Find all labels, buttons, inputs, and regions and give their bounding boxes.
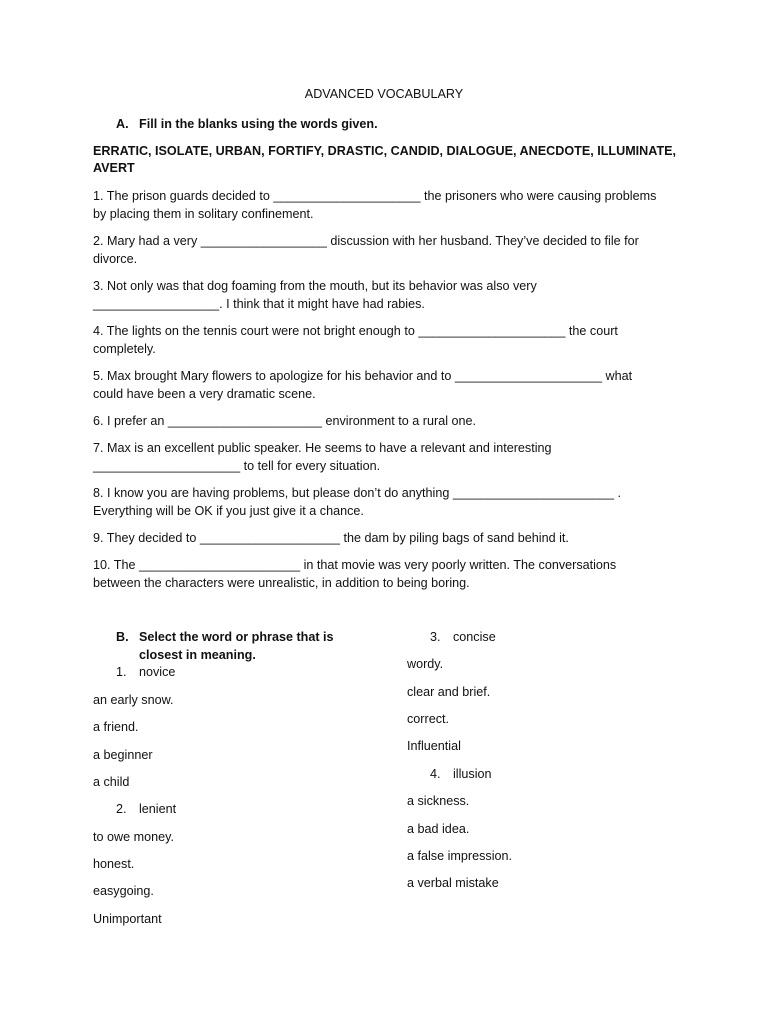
question-5 [93, 367, 683, 403]
item-2-option-3: easygoing. [93, 884, 154, 898]
item-3-option-1: wordy. [407, 657, 444, 671]
section-a-heading: Fill in the blanks using the words given. [139, 117, 378, 131]
question-6-line-1: 6. I prefer an ______________________ environment to a rural one. [93, 414, 477, 428]
question-6 [93, 412, 683, 430]
section-b-letter: B. [116, 630, 129, 644]
item-4-option-3: a false impression. [407, 849, 512, 863]
word-bank-line-1: ERRATIC, ISOLATE, URBAN, FORTIFY, DRASTIC, CANDID, DIALOGUE, ANECDOTE, ILLUMINATE, [93, 144, 677, 158]
question-10-line-1: 10. The _______________________ in that movie was very poorly written. The conversations [93, 558, 617, 572]
word-bank-line-2: AVERT [93, 161, 135, 175]
item-2-option-2: honest. [93, 857, 135, 871]
item-3-option-3: correct. [407, 712, 449, 726]
question-1-line-2: by placing them in solitary confinement. [93, 207, 314, 221]
item-4-word: illusion [453, 767, 492, 781]
question-5-line-2: could have been a very dramatic scene. [93, 387, 316, 401]
question-9 [93, 529, 683, 547]
question-8 [93, 484, 683, 520]
item-3-option-4: Influential [407, 739, 461, 753]
item-1-option-2: a friend. [93, 720, 139, 734]
question-4-line-2: completely. [93, 342, 156, 356]
item-2-option-4: Unimportant [93, 912, 162, 926]
question-3-line-2: __________________. I think that it might have had rabies. [93, 297, 425, 311]
question-9-line-1: 9. They decided to ____________________ the dam by piling bags of sand behind it. [93, 531, 569, 545]
item-1-option-3: a beginner [93, 748, 153, 762]
question-7-line-2: _____________________ to tell for every situation. [93, 459, 381, 473]
item-3-word: concise [453, 630, 496, 644]
question-5-line-1: 5. Max brought Mary flowers to apologize for his behavior and to _____________________ what [93, 369, 633, 383]
item-1-option-4: a child [93, 775, 130, 789]
question-2-line-2: divorce. [93, 252, 138, 266]
item-3-number: 3. [430, 630, 441, 644]
page-title: ADVANCED VOCABULARY [304, 87, 464, 101]
question-8-line-1: 8. I know you are having problems, but please don’t do anything _______________________ . [93, 486, 621, 500]
item-4-option-2: a bad idea. [407, 822, 470, 836]
item-3-option-2: clear and brief. [407, 685, 491, 699]
section-a-letter: A. [116, 117, 129, 131]
question-4-line-1: 4. The lights on the tennis court were not bright enough to _____________________ the court [93, 324, 618, 338]
question-8-line-2: Everything will be OK if you just give it a chance. [93, 504, 364, 518]
question-2 [93, 232, 683, 268]
question-7-line-1: 7. Max is an excellent public speaker. He seems to have a relevant and interesting [93, 441, 552, 455]
question-7 [93, 439, 683, 475]
item-4-option-1: a sickness. [407, 794, 470, 808]
question-3 [93, 277, 683, 313]
item-2-number: 2. [116, 802, 127, 816]
question-1 [93, 187, 683, 223]
question-4 [93, 322, 683, 358]
item-2-word: lenient [139, 802, 177, 816]
item-1-number: 1. [116, 665, 127, 679]
question-1-line-1: 1. The prison guards decided to _____________________ the prisoners who were causing problems [93, 189, 657, 203]
question-10-line-2: between the characters were unrealistic, in addition to being boring. [93, 576, 470, 590]
item-1-word: novice [139, 665, 176, 679]
item-2-option-1: to owe money. [93, 830, 174, 844]
question-10 [93, 556, 683, 592]
item-1-option-1: an early snow. [93, 693, 174, 707]
section-b-heading-line-1: Select the word or phrase that is [139, 630, 334, 644]
question-3-line-1: 3. Not only was that dog foaming from the mouth, but its behavior was also very [93, 279, 537, 293]
item-4-number: 4. [430, 767, 441, 781]
item-4-option-4: a verbal mistake [407, 876, 499, 890]
question-2-line-1: 2. Mary had a very __________________ discussion with her husband. They’ve decided to file for [93, 234, 639, 248]
section-b-heading-line-2: closest in meaning. [139, 648, 256, 662]
